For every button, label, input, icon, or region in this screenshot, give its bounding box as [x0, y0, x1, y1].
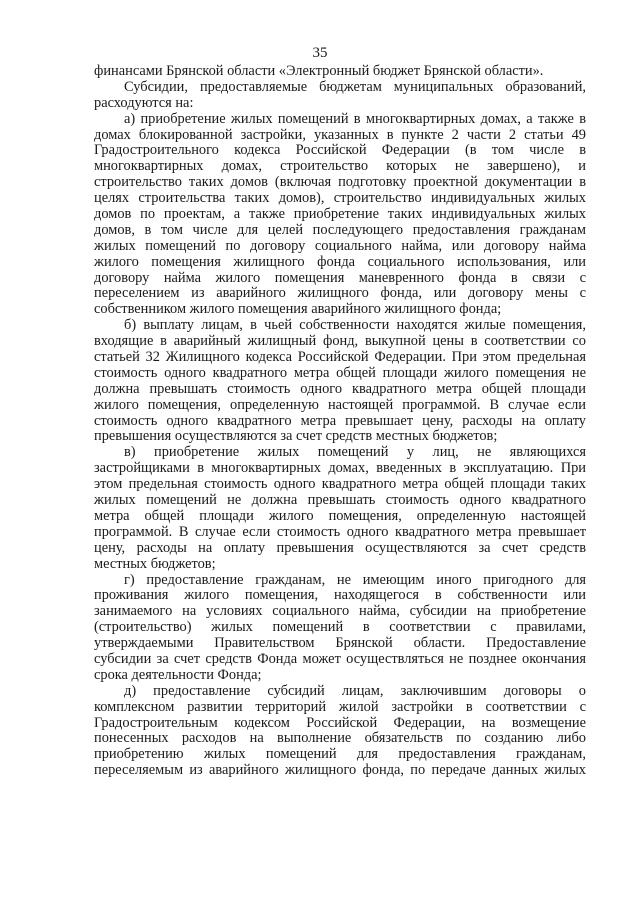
text-line: многоквартирных домах, строительство которых не завершено), и: [94, 158, 586, 175]
text-line: комплексном развитии территорий жилой застройки в соответствии с: [94, 698, 586, 715]
text-line: договору найма жилого помещения маневренного фонда в связи с: [94, 269, 586, 286]
text-line: (строительство) жилых помещений в соответствии с правилами,: [94, 619, 586, 636]
text-line: домах блокированной застройки, указанных в пункте 2 части 2 статьи 49: [94, 126, 586, 143]
text-line: занимаемого на условиях социального найма, субсидии на приобретение: [94, 603, 586, 620]
text-line: домов, в том числе для целей последующего предоставления гражданам: [94, 221, 586, 238]
text-line: входящие в аварийный жилищный фонд, выкупной цены в соответствии со: [94, 333, 586, 350]
text-line: д) предоставление субсидий лицам, заключившим договоры о: [124, 682, 586, 699]
text-line: понесенных расходов на выполнение обязательств по созданию либо: [94, 730, 586, 747]
text-line: превышения осуществляются за счет средств местных бюджетов;: [94, 428, 498, 445]
text-line: Градостроительного кодекса Российской Федерации (в том числе в: [94, 142, 586, 159]
text-line: расходуются на:: [94, 94, 194, 111]
text-line: б) выплату лицам, в чьей собственности находятся жилые помещения,: [124, 317, 586, 334]
text-line: переселением из аварийного жилищного фонда, или договору мены с: [94, 285, 586, 302]
text-line: должна превышать стоимость одного квадратного метра общей площади: [94, 380, 586, 397]
text-line: Субсидии, предоставляемые бюджетам муниципальных образований,: [124, 78, 586, 95]
text-line: жилого помещения жилищного фонда социального использования, или: [94, 253, 586, 270]
text-line: стоимость одного квадратного метра превышает цену, расходы на оплату: [94, 412, 586, 429]
text-line: жилого помещения, определенную настоящей программой. В случае если: [94, 396, 586, 413]
text-line: строительство таких домов (включая подготовку проектной документации в: [94, 174, 586, 191]
text-line: субсидии за счет средств Фонда может осуществляться не позднее окончания: [94, 650, 586, 667]
text-line: а) приобретение жилых помещений в многоквартирных домах, а также в: [124, 110, 586, 127]
text-line: этом предельная стоимость одного квадратного метра общей площади таких: [94, 476, 586, 493]
text-line: в) приобретение жилых помещений у лиц, не являющихся: [124, 444, 586, 461]
text-line: жилых помещений не должна превышать стоимость одного квадратного: [94, 492, 586, 509]
text-line: статьей 32 Жилищного кодекса Российской Федерации. При этом предельная: [94, 349, 586, 366]
text-line: жилых помещений по договору социального найма, или договору найма: [94, 237, 586, 254]
text-line: собственником жилого помещения аварийного жилищного фонда;: [94, 301, 502, 318]
text-line: метра общей площади жилого помещения, определенную настоящей: [94, 507, 586, 524]
text-line: г) предоставление гражданам, не имеющим иного пригодного для: [124, 571, 586, 588]
page-number: 35: [312, 45, 328, 61]
text-line: целях строительства таких домов), строительство индивидуальных жилых: [94, 190, 586, 207]
text-line: застройщиками в многоквартирных домах, введенных в эксплуатацию. При: [94, 460, 586, 477]
text-line: переселяемым из аварийного жилищного фонда, по передаче данных жилых: [94, 762, 586, 779]
text-line: срока деятельности Фонда;: [94, 666, 262, 683]
text-line: местных бюджетов;: [94, 555, 216, 572]
text-line: утверждаемыми Правительством Брянской области. Предоставление: [94, 635, 586, 652]
text-line: Градостроительным кодексом Российской Федерации, на возмещение: [94, 714, 586, 731]
text-line: финансами Брянской области «Электронный бюджет Брянской области».: [94, 63, 544, 79]
text-line: домов по проектам, а также приобретение таких индивидуальных жилых: [94, 206, 586, 223]
text-line: стоимость одного квадратного метра общей площади жилого помещения не: [94, 364, 586, 381]
text-line: цену, расходы на оплату превышения осуществляются за счет средств: [94, 539, 586, 556]
text-line: приобретению жилых помещений для предоставления гражданам,: [94, 746, 586, 763]
text-line: программой. В случае если стоимость одного квадратного метра превышает: [94, 523, 586, 540]
document-body: [94, 64, 586, 779]
text-line: проживания жилого помещения, находящегося в собственности или: [94, 587, 586, 604]
